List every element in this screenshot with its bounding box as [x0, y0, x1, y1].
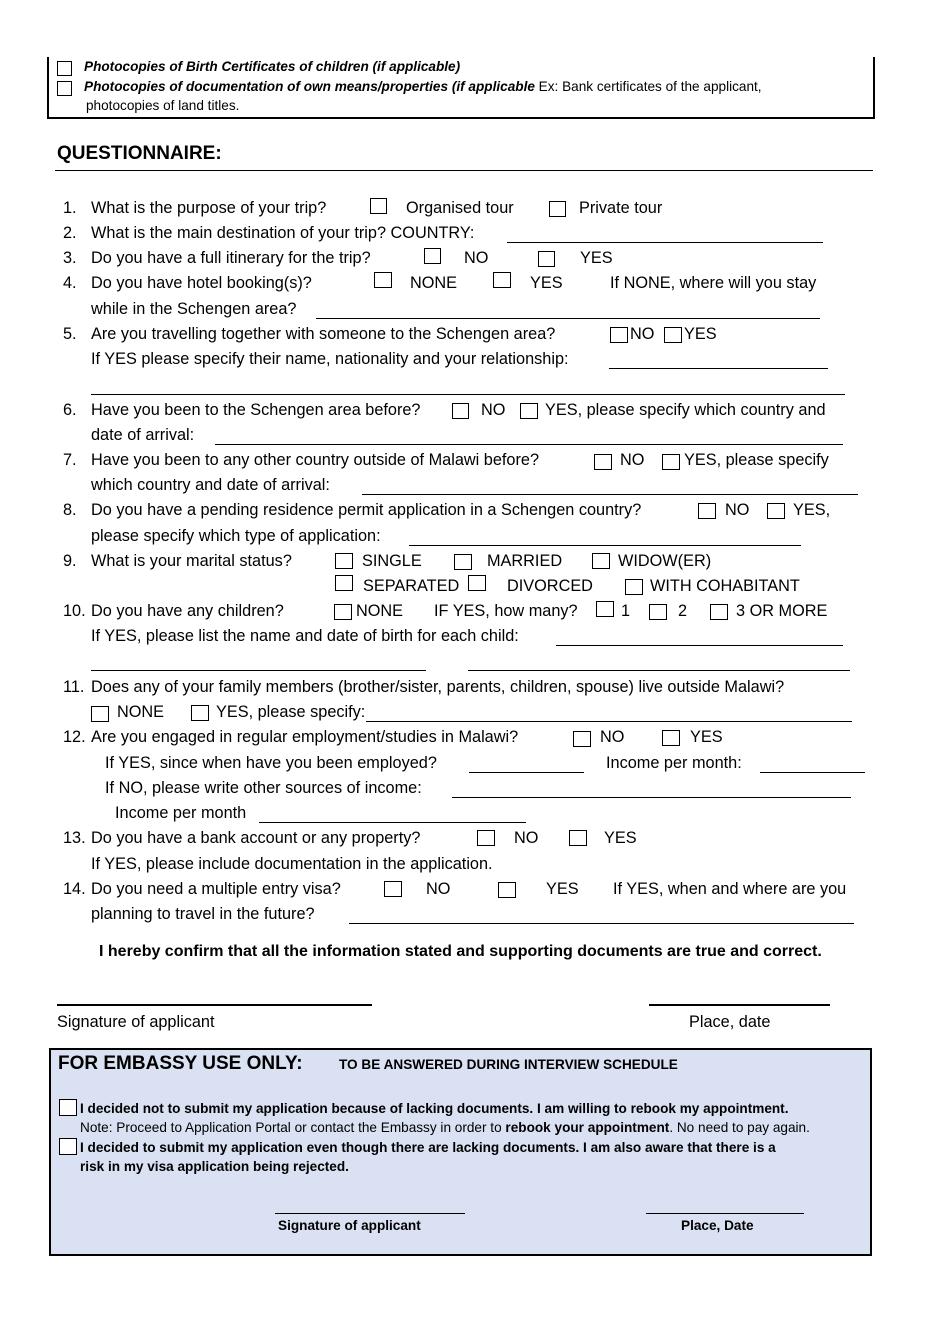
q5-yes-label: YES: [684, 325, 717, 343]
q7-yes-label: YES, please specify: [684, 451, 829, 469]
q4-none-checkbox[interactable]: [374, 272, 392, 288]
q7-number: 7.: [63, 451, 77, 469]
q10-none-checkbox[interactable]: [334, 604, 352, 620]
q10-two-label: 2: [678, 602, 688, 620]
q1-organised-tour-checkbox[interactable]: [370, 198, 387, 214]
q11-specify-field[interactable]: [366, 707, 852, 722]
q14-text: Do you need a multiple entry visa?: [91, 880, 341, 898]
q3-no-label: NO: [464, 249, 489, 267]
embassy-not-submit-checkbox[interactable]: [59, 1099, 77, 1116]
q12-yes-label: YES: [690, 728, 723, 746]
embassy-submit-label-line2: risk in my visa application being rejected.: [80, 1159, 349, 1174]
q13-text: Do you have a bank account or any property?: [91, 829, 421, 847]
q6-line2: date of arrival:: [91, 426, 195, 444]
q9-cohabitant-label: WITH COHABITANT: [650, 577, 800, 595]
q12-line3: If NO, please write other sources of income:: [105, 779, 422, 797]
q12-income-label: Income per month:: [606, 754, 742, 772]
q6-yes-label: YES, please specify which country and: [545, 401, 826, 419]
title-divider: [55, 170, 873, 171]
doc-item-own-means: [84, 79, 762, 94]
q13-line2: If YES, please include documentation in the application.: [91, 855, 493, 873]
questionnaire-title: QUESTIONNAIRE:: [57, 143, 222, 164]
q14-yes-checkbox[interactable]: [498, 882, 516, 898]
q9-widow-label: WIDOW(ER): [618, 552, 712, 570]
q13-yes-checkbox[interactable]: [569, 830, 587, 846]
q1-organised-tour-label: Organised tour: [406, 199, 514, 217]
q5-companion-field[interactable]: [609, 354, 828, 369]
q10-two-checkbox[interactable]: [649, 604, 667, 620]
q4-yes-checkbox[interactable]: [493, 272, 511, 288]
q10-if-yes-text: IF YES, how many?: [434, 602, 578, 620]
q4-line2: while in the Schengen area?: [91, 300, 297, 318]
q14-if-yes-text: If YES, when and where are you: [613, 880, 847, 898]
q10-three-label: 3 OR MORE: [736, 602, 828, 620]
q7-text: Have you been to any other country outside of Malawi before?: [91, 451, 540, 469]
q2-text: What is the main destination of your trip? COUNTRY:: [91, 224, 475, 242]
q14-number: 14.: [63, 880, 86, 898]
q4-number: 4.: [63, 274, 77, 292]
q5-companion-field-2[interactable]: [91, 380, 845, 395]
q4-yes-label: YES: [530, 274, 563, 292]
q14-travel-plans-field[interactable]: [349, 909, 854, 924]
q12-income-field[interactable]: [760, 758, 865, 773]
q10-three-checkbox[interactable]: [710, 604, 728, 620]
place-date-line[interactable]: [649, 1004, 830, 1006]
q8-line2: please specify which type of application:: [91, 527, 381, 545]
q7-line2: which country and date of arrival:: [91, 476, 330, 494]
q7-yes-checkbox[interactable]: [662, 454, 680, 470]
q11-none-checkbox[interactable]: [91, 706, 109, 722]
q5-number: 5.: [63, 325, 77, 343]
embassy-submit-label: I decided to submit my application even though there are lacking documents. I am also aware that there is a: [80, 1140, 776, 1155]
q12-other-income-field[interactable]: [452, 783, 851, 798]
q10-none-label: NONE: [356, 602, 404, 620]
q10-children-field[interactable]: [556, 631, 843, 646]
q12-yes-checkbox[interactable]: [662, 730, 680, 746]
q9-widow-checkbox[interactable]: [592, 553, 610, 569]
q11-text: Does any of your family members (brother/sister, parents, children, spouse) live outside Malawi?: [91, 678, 785, 696]
q9-married-checkbox[interactable]: [454, 554, 472, 570]
q14-line2: planning to travel in the future?: [91, 905, 315, 923]
q7-no-checkbox[interactable]: [594, 454, 612, 470]
q10-number: 10.: [63, 602, 86, 620]
q9-divorced-checkbox[interactable]: [468, 575, 486, 591]
q14-no-checkbox[interactable]: [384, 881, 402, 897]
q10-one-label: 1: [621, 602, 631, 620]
embassy-place-date-line[interactable]: [646, 1213, 804, 1214]
q9-married-label: MARRIED: [487, 552, 563, 570]
q12-line2: If YES, since when have you been employed?: [105, 754, 437, 772]
doc-item-own-means-rest: Ex: Bank certificates of the applicant,: [534, 79, 762, 94]
q11-yes-checkbox[interactable]: [191, 705, 209, 721]
q9-text: What is your marital status?: [91, 552, 292, 570]
doc-item-own-means-bold: Photocopies of documentation of own means/properties (if applicable: [84, 79, 535, 94]
q9-single-checkbox[interactable]: [335, 553, 353, 569]
q9-separated-checkbox[interactable]: [335, 575, 353, 591]
embassy-submit-checkbox[interactable]: [59, 1138, 77, 1155]
q12-number: 12.: [63, 728, 86, 746]
q12-employed-since-field[interactable]: [469, 758, 584, 773]
q10-children-field-3[interactable]: [468, 656, 850, 671]
q1-private-tour-label: Private tour: [579, 199, 663, 217]
q11-yes-label: YES, please specify:: [216, 703, 366, 721]
q3-yes-label: YES: [580, 249, 613, 267]
q12-text: Are you engaged in regular employment/studies in Malawi?: [91, 728, 519, 746]
q8-no-checkbox[interactable]: [698, 503, 716, 519]
q3-no-checkbox[interactable]: [424, 248, 441, 264]
q13-no-checkbox[interactable]: [477, 830, 495, 846]
embassy-place-date-label: Place, Date: [681, 1218, 754, 1233]
q4-none-label: NONE: [410, 274, 458, 292]
q1-private-tour-checkbox[interactable]: [549, 201, 566, 217]
embassy-note: [80, 1120, 810, 1135]
embassy-note-bold: rebook your appointment: [505, 1120, 670, 1135]
q9-divorced-label: DIVORCED: [507, 577, 593, 595]
confirmation-statement: I hereby confirm that all the information stated and supporting documents are true and correct.: [99, 943, 822, 960]
q8-no-label: NO: [725, 501, 750, 519]
q4-stay-field[interactable]: [316, 304, 820, 319]
q4-text: Do you have hotel booking(s)?: [91, 274, 312, 292]
q8-number: 8.: [63, 501, 77, 519]
q12-no-label: NO: [600, 728, 625, 746]
signature-label: Signature of applicant: [57, 1013, 215, 1031]
embassy-not-submit-label: I decided not to submit my application because of lacking documents. I am willing to rebook my appointment.: [80, 1101, 789, 1116]
q14-yes-label: YES: [546, 880, 579, 898]
q1-text: What is the purpose of your trip?: [91, 199, 327, 217]
q6-no-label: NO: [481, 401, 506, 419]
q14-no-label: NO: [426, 880, 451, 898]
embassy-subtitle: TO BE ANSWERED DURING INTERVIEW SCHEDULE: [339, 1057, 678, 1072]
q8-application-type-field[interactable]: [409, 531, 801, 546]
q9-separated-label: SEPARATED: [363, 577, 460, 595]
q6-arrival-field[interactable]: [215, 430, 843, 445]
embassy-signature-label: Signature of applicant: [278, 1218, 421, 1233]
q10-one-checkbox[interactable]: [596, 601, 614, 617]
q9-cohabitant-checkbox[interactable]: [625, 579, 643, 595]
q5-line2: If YES please specify their name, nationality and your relationship:: [91, 350, 569, 368]
q8-yes-checkbox[interactable]: [767, 503, 785, 519]
embassy-note-pre: Note: Proceed to Application Portal or contact the Embassy in order to: [80, 1120, 506, 1135]
signature-line[interactable]: [57, 1004, 372, 1006]
doc-item-birth-certificates: Photocopies of Birth Certificates of children (if applicable): [84, 59, 461, 74]
q5-no-checkbox[interactable]: [610, 327, 628, 343]
q6-number: 6.: [63, 401, 77, 419]
q10-children-field-2[interactable]: [91, 656, 426, 671]
q12-no-checkbox[interactable]: [573, 731, 591, 747]
checkbox-birth-certificates[interactable]: [57, 61, 72, 76]
place-date-label: Place, date: [689, 1013, 771, 1031]
q1-number: 1.: [63, 199, 77, 217]
q8-text: Do you have a pending residence permit application in a Schengen country?: [91, 501, 642, 519]
q5-no-label: NO: [630, 325, 655, 343]
q6-text: Have you been to the Schengen area before?: [91, 401, 421, 419]
q3-yes-checkbox[interactable]: [538, 251, 555, 267]
q3-text: Do you have a full itinerary for the trip?: [91, 249, 371, 267]
q11-number: 11.: [63, 678, 85, 696]
q10-text: Do you have any children?: [91, 602, 284, 620]
q7-no-label: NO: [620, 451, 645, 469]
embassy-title: FOR EMBASSY USE ONLY:: [58, 1053, 303, 1074]
q2-number: 2.: [63, 224, 77, 242]
checkbox-own-means[interactable]: [57, 81, 72, 96]
q10-line2: If YES, please list the name and date of birth for each child:: [91, 627, 519, 645]
q5-yes-checkbox[interactable]: [664, 327, 682, 343]
q5-text: Are you travelling together with someone to the Schengen area?: [91, 325, 556, 343]
q11-none-label: NONE: [117, 703, 165, 721]
q13-yes-label: YES: [604, 829, 637, 847]
q4-if-none-text: If NONE, where will you stay: [610, 274, 817, 292]
q13-no-label: NO: [514, 829, 539, 847]
q13-number: 13.: [63, 829, 86, 847]
q3-number: 3.: [63, 249, 77, 267]
q12-other-income-amount-field[interactable]: [259, 808, 526, 823]
q9-single-label: SINGLE: [362, 552, 422, 570]
q6-no-checkbox[interactable]: [452, 403, 469, 419]
q8-yes-label: YES,: [793, 501, 831, 519]
q2-country-field[interactable]: [507, 228, 823, 243]
doc-item-own-means-line2: photocopies of land titles.: [86, 98, 240, 113]
q7-arrival-field[interactable]: [362, 480, 858, 495]
q12-line4: Income per month: [115, 804, 247, 822]
embassy-signature-line[interactable]: [275, 1213, 465, 1214]
embassy-note-post: . No need to pay again.: [669, 1120, 810, 1135]
q9-number: 9.: [63, 552, 77, 570]
q6-yes-checkbox[interactable]: [520, 403, 538, 419]
